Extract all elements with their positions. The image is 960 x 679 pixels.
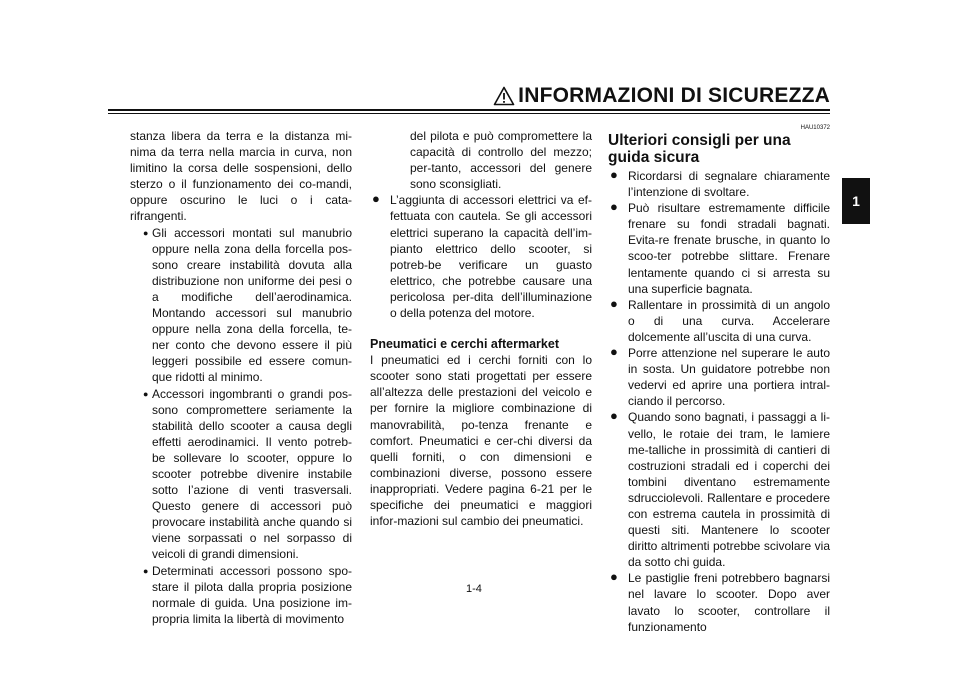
- section-heading: Pneumatici e cerchi aftermarket: [370, 337, 559, 352]
- column-right: [608, 124, 830, 635]
- bullet-icon: ●: [143, 388, 149, 399]
- bullet-icon: ●: [143, 565, 149, 576]
- warning-triangle-icon: [493, 86, 515, 106]
- section-heading: Ulteriori consigli per una guida sicura: [608, 132, 791, 166]
- reference-code: HAU10372: [800, 125, 830, 131]
- bullet-icon: ●: [610, 344, 618, 360]
- chapter-tab: 1: [842, 178, 870, 224]
- list-item: ● L’aggiunta di accessori elettrici va ef-fettuata con cautela. Se gli accessori elettrici superano la capacità dell’im-pianto elettrico dello scooter, si potreb-be verificare un guasto elettrico, che potrebbe causare una pericolosa per-dita dell’illuminazione o della potenza del motore.: [372, 191, 592, 321]
- list-item: ● Quando sono bagnati, i passaggi a li-vello, le rotaie dei tram, le lamiere me-talliche in prossimità di cantieri di costruzioni stradali ed i coperchi dei tombini diventano estremamente sdrucciolevoli. Rallentare e procedere con estrema cautela in prossimità di questi siti. Mantenere lo scooter diritto altrimenti potrebbe scivolare via da sotto chi guida.: [610, 408, 830, 570]
- list-item: ● Porre attenzione nel superare le auto in sosta. Un guidatore potrebbe non vedervi ed aprire una portiera intral-ciando il percorso.: [610, 344, 830, 409]
- list-item: ● Gli accessori montati sul manubrio oppure nella zona della forcella pos-sono creare instabilità dovuta alla distribuzione non uniforme dei pesi o a modifiche dell’aerodinamica. Montando accessori sul manubrio oppure nella zona della forcella, te-ner conto che devono essere il più leggeri possibile ed essere comun-que ridotti al minimo.: [143, 225, 352, 385]
- bullet-icon: ●: [610, 569, 618, 585]
- page-header: [493, 84, 830, 108]
- bullet-icon: ●: [610, 408, 618, 424]
- bullet-icon: ●: [610, 199, 618, 215]
- list-item: ● Può risultare estremamente difficile frenare su fondi stradali bagnati. Evita-re frenate brusche, in quanto lo scoo-ter potrebbe slittare. Frenare lentamente quando ci si arresta su una superficie bagnata.: [610, 199, 830, 296]
- bullet-icon: ●: [610, 167, 618, 182]
- paragraph: I pneumatici ed i cerchi forniti con lo scooter sono stati progettati per essere all’altezza delle prestazioni del veicolo e per fornire la migliore combinazione di manovrabilità, po-tenza frenante e comfort. Pneumatici e cer-chi diversi da quelli forniti, o con dimensioni e combinazioni diverse, possono essere inappropriati. Vedere pagina 6-21 per le specifiche dei pneumatici e maggiori infor-mazioni sul cambio dei pneumatici.: [370, 353, 592, 529]
- list-item: ● Determinati accessori possono spo-stare il pilota dalla propria posizione normale di guida. Una posizione im-propria limita la libertà di movimento: [143, 563, 352, 626]
- list-item: ● Rallentare in prossimità di un angolo o di una curva. Accelerare dolcemente all’uscita di una curva.: [610, 295, 830, 344]
- column-left: [130, 128, 352, 627]
- bullet-icon: ●: [372, 191, 380, 207]
- header-rule-thick: [108, 109, 830, 111]
- bullet-icon: ●: [143, 227, 149, 238]
- page-number: 1-4: [466, 583, 482, 595]
- header-rule-thin: [108, 113, 830, 114]
- list-item: ● Ricordarsi di segnalare chiaramente l’intenzione di svoltare.: [610, 167, 830, 200]
- column-middle: [370, 128, 592, 529]
- paragraph: del pilota e può compromettere la capacità di controllo del mezzo; per-tanto, accessori del genere sono sconsigliati.: [410, 129, 592, 192]
- list-item: ● Accessori ingombranti o grandi pos-sono compromettere seriamente la stabilità dello scooter a causa degli effetti aerodinamici. Il vento potreb-be sollevare lo scooter, oppure lo scooter potrebbe divenire instabile sotto l’azione di venti trasversali. Questo genere di accessori può provocare instabilità anche quando si viene sorpassati o nel sorpasso di veicoli di grandi dimensioni.: [143, 386, 352, 562]
- page-title: INFORMAZIONI DI SICUREZZA: [518, 84, 830, 107]
- list-item: ● Le pastiglie freni potrebbero bagnarsi nel lavare lo scooter. Dopo aver lavato lo scooter, controllare il funzionamento: [610, 569, 830, 634]
- bullet-icon: ●: [610, 295, 618, 311]
- paragraph: stanza libera da terra e la distanza mi-nima da terra nella marcia in curva, non limitino la corsa delle sospensioni, dello sterzo o il funzionamento dei co-mandi, oppure oscurino le luci o i cata-rifrangenti.: [130, 129, 352, 224]
